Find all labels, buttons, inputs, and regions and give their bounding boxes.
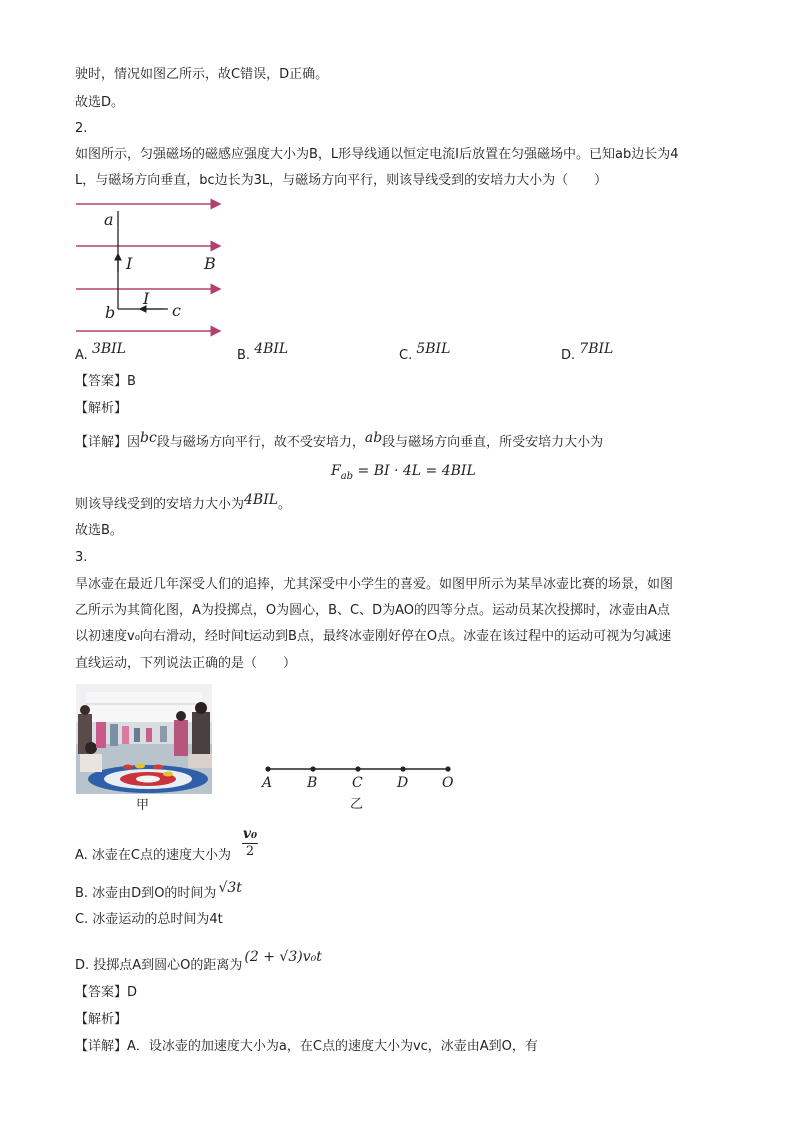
label-B: B <box>204 254 216 273</box>
q2-detail-label: 【详解】 <box>75 435 128 450</box>
q3-option-b-text: B. 冰壶由D到O的时间为 <box>75 886 217 901</box>
q3-option-b <box>75 880 242 904</box>
label-b: b <box>105 303 116 322</box>
q3-detail-label: 【详解】 <box>75 1039 128 1054</box>
q3-stem-line-1: 旱冰壶在最近几年深受人们的追捧，尤其深受中小学生的喜爱。如图甲所示为某旱冰壶比赛的场景，如图 <box>75 577 674 592</box>
q2-formula-rest: = BI · 4L = 4BIL <box>353 463 476 479</box>
q2-detail-bc: bc <box>140 430 157 446</box>
label-a: a <box>104 210 114 229</box>
q2-detail-text-1: 因 <box>127 435 141 450</box>
q2-detail-text-3: 段与磁场方向垂直，所受安培力大小为 <box>382 435 604 450</box>
point-b-label: B <box>307 775 318 791</box>
q2-number: 2. <box>75 121 88 136</box>
q2-option-c-letter: C. <box>399 348 413 363</box>
q3-option-d-text: D. 投掷点A到圆心O的距离为 <box>75 958 243 973</box>
point-b-dot <box>310 766 315 771</box>
q3-option-a-fraction <box>240 826 260 859</box>
q2-stem-line-2: L，与磁场方向垂直，bc边长为3L，与磁场方向平行，则该导线受到的安培力大小为（ ） <box>75 173 608 188</box>
point-o-label: O <box>442 775 454 791</box>
q2-option-a-letter: A. <box>75 348 88 363</box>
q3-number: 3. <box>75 550 88 565</box>
q2-option-c-value: 5BIL <box>416 341 451 357</box>
q3-answer-value: D <box>127 985 138 1000</box>
q2-conclusion-value: 4BIL <box>244 492 279 508</box>
prev-line-1: 驶时，情况如图乙所示，故C错误，D正确。 <box>75 67 329 82</box>
q2-magnetic-field-figure <box>72 196 228 338</box>
q2-choose: 故选B。 <box>75 523 123 538</box>
point-a-label: A <box>262 775 273 791</box>
q2-answer-label: 【答案】 <box>75 374 128 389</box>
q3-detail <box>75 1037 538 1057</box>
q3-stem-line-3: 以初速度v₀向右滑动，经时间t运动到B点，最终冰壶刚好停在O点。冰壶在该过程中的运动可视为匀减速 <box>75 629 672 644</box>
prev-line-2: 故选D。 <box>75 95 125 110</box>
aocdo-line-diagram <box>256 758 462 794</box>
q2-option-a <box>75 341 126 366</box>
q3-option-c: C. 冰壶运动的总时间为4t <box>75 912 223 927</box>
q3-option-a-numerator: v₀ <box>242 826 258 842</box>
q2-stem-line-1: 如图所示，匀强磁场的磁感应强度大小为B，L形导线通以恒定电流I后放置在匀强磁场中。已知ab边长为4 <box>75 147 679 162</box>
q2-answer-value: B <box>127 374 136 389</box>
q3-option-d <box>75 949 322 976</box>
q2-option-d <box>561 341 614 366</box>
q2-detail <box>75 432 603 453</box>
q2-detail-ab: ab <box>364 430 383 446</box>
q2-option-d-letter: D. <box>561 348 576 363</box>
q2-formula <box>331 459 476 489</box>
label-I-vertical: I <box>126 254 133 273</box>
caption-jia: 甲 <box>136 798 150 813</box>
q2-formula-sub: ab <box>340 470 354 482</box>
q2-conclusion <box>75 494 291 515</box>
q2-conclusion-text-2: 。 <box>278 497 292 512</box>
q3-stem-line-4: 直线运动，下列说法正确的是（ ） <box>75 656 297 671</box>
label-I-horizontal: I <box>143 289 150 308</box>
point-a-dot <box>265 766 270 771</box>
q2-option-b-letter: B. <box>237 348 251 363</box>
q2-answer <box>75 372 136 392</box>
caption-yi: 乙 <box>350 797 364 812</box>
curling-photo <box>76 684 212 794</box>
q2-detail-text-2: 段与磁场方向平行，故不受安培力， <box>156 435 365 450</box>
q3-detail-text: A．设冰壶的加速度大小为a，在C点的速度大小为vc，冰壶由A到O，有 <box>127 1039 538 1054</box>
point-d-label: D <box>397 775 409 791</box>
q3-option-a: A. 冰壶在C点的速度大小为 <box>75 848 232 863</box>
q3-answer-label: 【答案】 <box>75 985 128 1000</box>
q2-option-d-value: 7BIL <box>579 341 614 357</box>
q2-option-c <box>399 341 451 366</box>
q3-option-a-denominator: 2 <box>245 844 255 859</box>
q3-option-b-value: √3t <box>218 880 242 896</box>
point-d-dot <box>400 766 405 771</box>
q2-option-a-value: 3BIL <box>91 341 126 357</box>
point-c-label: C <box>352 775 363 791</box>
q3-option-d-value: (2 + √3)v₀t <box>244 949 322 965</box>
q2-option-b <box>237 341 289 366</box>
point-o-dot <box>445 766 450 771</box>
q2-formula-F: F <box>331 463 341 479</box>
q3-answer <box>75 983 137 1003</box>
q3-analysis-label: 【解析】 <box>75 1012 128 1027</box>
q2-analysis-label: 【解析】 <box>75 401 128 416</box>
q2-conclusion-text-1: 则该导线受到的安培力大小为 <box>75 497 245 512</box>
point-c-dot <box>355 766 360 771</box>
label-c: c <box>172 301 181 320</box>
q2-option-b-value: 4BIL <box>254 341 289 357</box>
q3-stem-line-2: 乙所示为其简化图，A为投掷点，O为圆心，B、C、D为AO的四等分点。运动员某次投掷时，冰壶由A点 <box>75 603 670 618</box>
